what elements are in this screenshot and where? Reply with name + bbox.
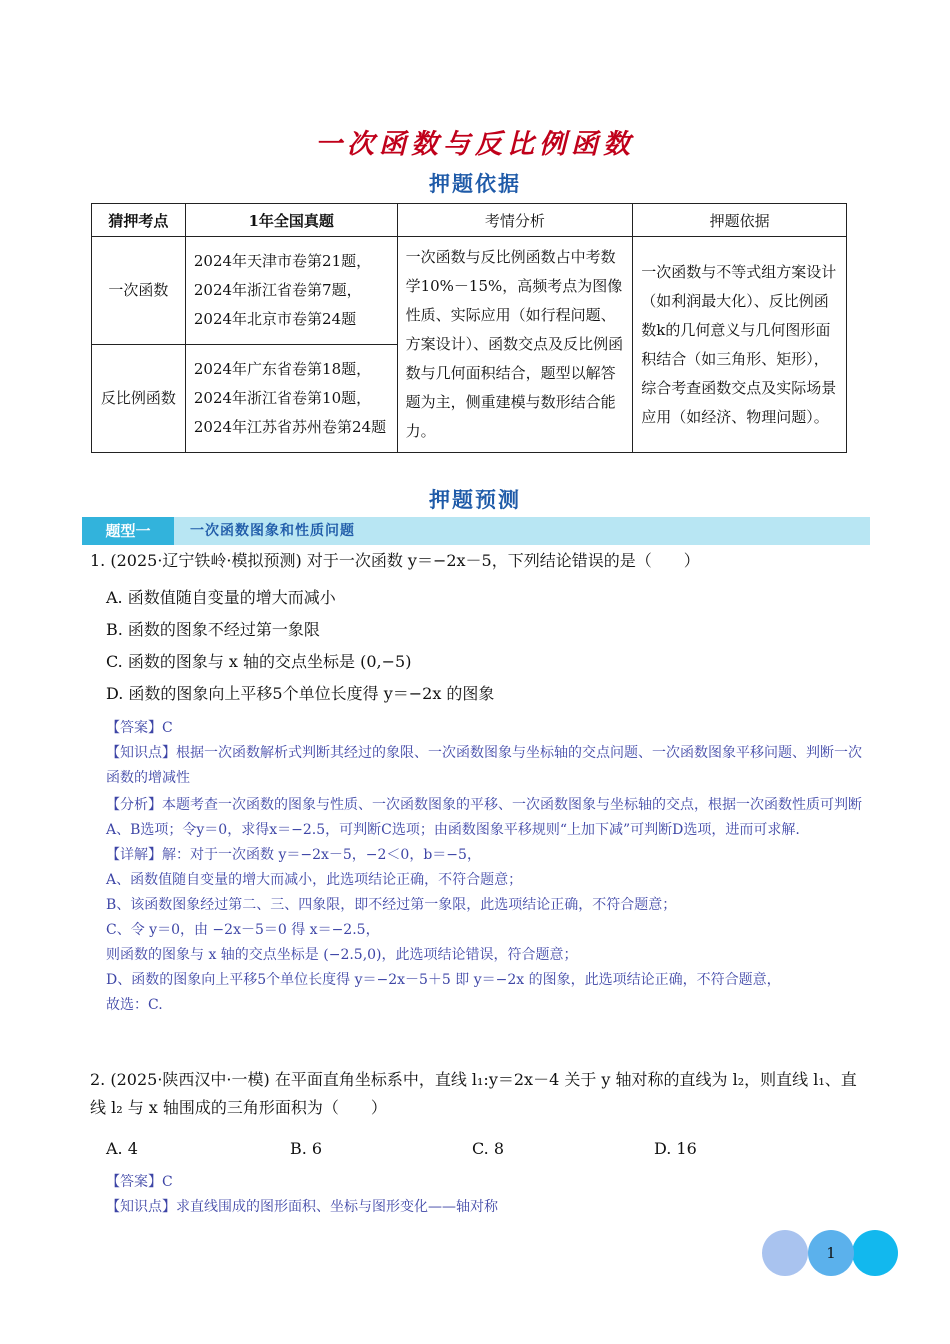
analysis-text: 【分析】本题考查一次函数的图象与性质、一次函数图象的平移、一次函数图象与坐标轴的交点，根据一次函数性质可判断A、B选项；令y＝0，求得x＝−2.5，可判断C选项；由函数图象平移规则“上加下减”可判断D选项，进而可求解. — [106, 797, 862, 838]
page-decoration-circle — [852, 1230, 898, 1276]
question-1-option: A. 函数值随自变量的增大而减小 — [106, 588, 336, 607]
exam-basis-table — [91, 203, 847, 453]
exam-line: 2024年江苏省苏州卷第24题 — [193, 418, 387, 436]
exam-cell — [185, 237, 397, 345]
exam-cell — [185, 345, 397, 453]
exam-line: 2024年浙江省卷第7题， — [193, 281, 362, 299]
question-2-stem: 2. (2025·陕西汉中·一模) 在平面直角坐标系中，直线 l₁:y＝2x－4 关于 y 轴对称的直线为 l₂，则直线 l₁、直线 l₂ 与 x 轴围成的三角形面积为（ ） — [90, 1070, 857, 1117]
table-header-cell: 考情分析 — [397, 204, 633, 237]
question-1-answer — [106, 716, 866, 1018]
document-title: 一次函数与反比例函数 — [315, 129, 635, 160]
section-heading-basis: 押题依据 — [429, 171, 521, 196]
basis-cell: 一次函数与不等式组方案设计（如利润最大化）、反比例函数k的几何意义与几何图形面积结合（如三角形、矩形），综合考查函数交点及实际场景应用（如经济、物理问题）。 — [633, 237, 847, 453]
exam-line: 2024年广东省卷第18题， — [193, 360, 372, 378]
topic-cell: 一次函数 — [92, 237, 186, 345]
question-1-option: B. 函数的图象不经过第一象限 — [106, 620, 320, 639]
detail-line: 故选：C. — [106, 997, 163, 1013]
knowledge-point: 【知识点】根据一次函数解析式判断其经过的象限、一次函数图象与坐标轴的交点问题、一次函数图象平移问题、判断一次函数的增减性 — [106, 745, 862, 786]
detail-line: C、令 y＝0，由 −2x－5＝0 得 x＝−2.5， — [106, 922, 380, 938]
detail-line: 【详解】解：对于一次函数 y＝−2x－5，−2＜0，b＝−5， — [106, 847, 481, 863]
exam-line: 2024年天津市卷第21题， — [193, 252, 372, 270]
question-1-option: D. 函数的图象向上平移5个单位长度得 y＝−2x 的图象 — [106, 684, 495, 703]
exam-line: 2024年北京市卷第24题 — [193, 310, 357, 328]
detail-line: B、该函数图象经过第二、三、四象限，即不经过第一象限，此选项结论正确，不符合题意； — [106, 897, 677, 913]
question-type-title: 一次函数图象和性质问题 — [190, 523, 355, 539]
analysis-cell: 一次函数与反比例函数占中考数学10%－15%，高频考点为图像性质、实际应用（如行程问题、方案设计）、函数交点及反比例函数与几何面积结合，题型以解答题为主，侧重建模与数形结合能力。 — [397, 237, 633, 453]
page-number: 1 — [808, 1230, 854, 1276]
section-heading-prediction: 押题预测 — [429, 487, 521, 512]
question-1-option: C. 函数的图象与 x 轴的交点坐标是 (0,−5) — [106, 652, 412, 671]
question-2-option: C. 8 — [472, 1139, 505, 1158]
detail-line: 则函数的图象与 x 轴的交点坐标是 (−2.5,0)，此选项结论错误，符合题意； — [106, 947, 578, 963]
question-2-option: B. 6 — [290, 1139, 323, 1158]
question-1-stem: 1. (2025·辽宁铁岭·模拟预测) 对于一次函数 y＝−2x－5，下列结论错误的是（ ） — [90, 551, 700, 570]
answer-line: 【答案】C — [106, 1174, 173, 1190]
table-header-cell: 1年全国真题 — [185, 204, 397, 237]
question-2-option: D. 16 — [654, 1139, 697, 1158]
question-type-tag: 题型一 — [82, 517, 174, 545]
question-2-answer — [106, 1170, 866, 1220]
table-row — [92, 237, 847, 345]
table-header-row — [92, 204, 847, 237]
detail-line: D、函数的图象向上平移5个单位长度得 y＝−2x－5＋5 即 y＝−2x 的图象，此选项结论正确，不符合题意， — [106, 972, 781, 988]
detail-line: A、函数值随自变量的增大而减小，此选项结论正确，不符合题意； — [106, 872, 523, 888]
topic-cell: 反比例函数 — [92, 345, 186, 453]
answer-line: 【答案】C — [106, 720, 173, 736]
table-header-cell: 猜押考点 — [92, 204, 186, 237]
table-header-cell: 押题依据 — [633, 204, 847, 237]
exam-line: 2024年浙江省卷第10题， — [193, 389, 372, 407]
question-2-option: A. 4 — [106, 1139, 138, 1158]
page-decoration-circle — [762, 1230, 808, 1276]
knowledge-point: 【知识点】求直线围成的图形面积、坐标与图形变化——轴对称 — [106, 1199, 498, 1215]
